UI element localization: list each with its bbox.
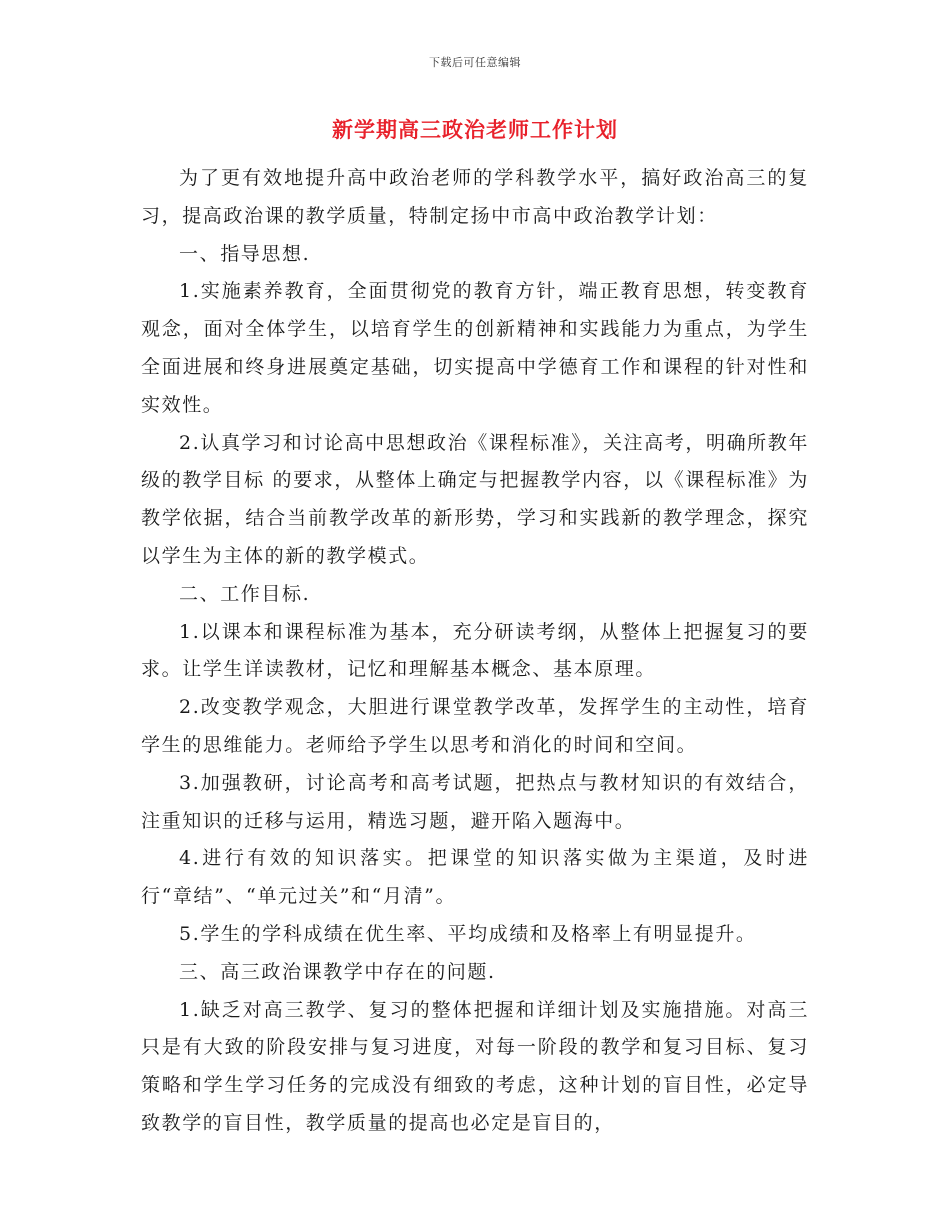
paragraph: 1.以课本和课程标准为基本，充分研读考纲，从整体上把握复习的要求。让学生详读教材，记忆和理解基本概念、基本原理。 [141, 620, 809, 681]
document-body [141, 160, 809, 1143]
paragraph: 2.认真学习和讨论高中思想政治《课程标准》，关注高考，明确所教年级的教学目标 的要求，从整体上确定与把握教学内容，以《课程标准》为教学依据，结合当前教学改革的新形势，学习和实践新的教学理念，探究以学生为主体的新的教学模式。 [141, 431, 809, 567]
paragraph: 4.进行有效的知识落实。把课堂的知识落实做为主渠道，及时进行“章结”、“单元过关”和“月清”。 [141, 847, 809, 908]
intro-paragraph: 为了更有效地提升高中政治老师的学科教学水平，搞好政治高三的复习，提高政治课的教学质量，特制定扬中市高中政治教学计划： [141, 167, 809, 227]
paragraph: 1.实施素养教育，全面贯彻党的教育方针，端正教育思想，转变教育观念，面对全体学生，以培育学生的创新精神和实践能力为重点，为学生全面进展和终身进展奠定基础，切实提高中学德育工作和课程的针对性和实效性。 [141, 280, 809, 416]
page-header-note: 下载后可任意编辑 [429, 56, 521, 69]
document-title: 新学期高三政治老师工作计划 [332, 117, 618, 142]
paragraph: 1.缺乏对高三教学、复习的整体把握和详细计划及实施措施。对高三只是有大致的阶段安排与复习进度，对每一阶段的教学和复习目标、复习策略和学生学习任务的完成没有细致的考虑，这种计划的盲目性，必定导致教学的盲目性，教学质量的提高也必定是盲目的， [141, 998, 809, 1134]
section-heading-problems: 三、高三政治课教学中存在的问题. [179, 960, 496, 983]
paragraph: 5.学生的学科成绩在优生率、平均成绩和及格率上有明显提升。 [179, 922, 757, 945]
paragraph: 3.加强教研，讨论高考和高考试题，把热点与教材知识的有效结合，注重知识的迁移与运用，精选习题，避开陷入题海中。 [141, 771, 809, 832]
paragraph: 2.改变教学观念，大胆进行课堂教学改革，发挥学生的主动性，培育学生的思维能力。老师给予学生以思考和消化的时间和空间。 [141, 696, 809, 756]
section-heading-guiding-thought: 一、指导思想. [179, 242, 311, 265]
section-heading-work-goals: 二、工作目标. [179, 582, 311, 605]
